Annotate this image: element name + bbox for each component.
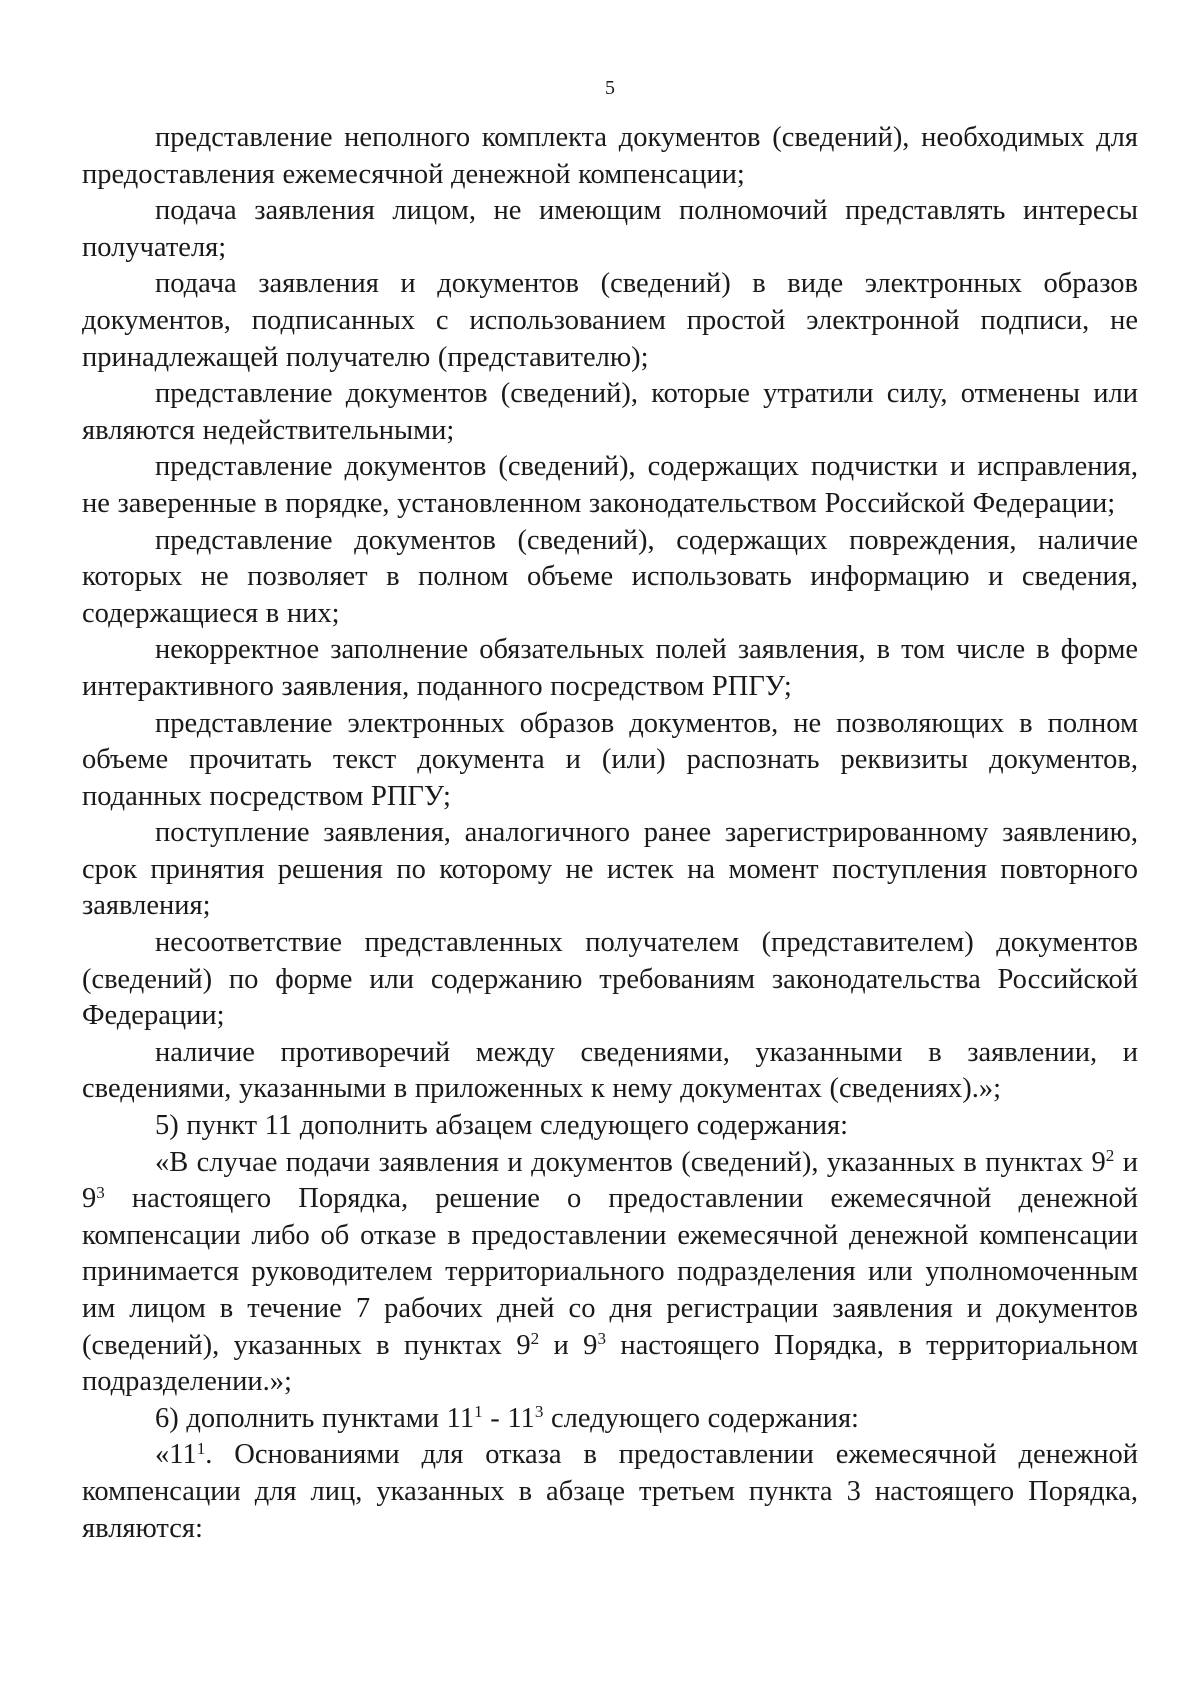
- text-segment: . Основаниями для отказа в предоставлении ежемесячной денежной компенсации для лиц, указанных в абзаце третьем пункта 3 настоящего Порядка, являются:: [82, 1439, 1138, 1544]
- paragraph: представление электронных образов документов, не позволяющих в полном объеме прочитать текст документа и (или) распознать реквизиты документов, поданных посредством РПГУ;: [82, 707, 1138, 812]
- page-number: 5: [605, 77, 615, 99]
- superscript-index: 3: [96, 1182, 105, 1202]
- text-segment: настоящего Порядка, решение о предоставлении ежемесячной денежной компенсации либо об отказе в предоставлении ежемесячной денежной компенсации принимается руководителем территориального подразделения или уполномоченным им лицом в течение 7 рабочих дней со дня регистрации заявления и документов (сведений), указанных в пунктах 9: [82, 1183, 1138, 1361]
- text-segment: «В случае подачи заявления и документов (сведений), указанных в пунктах 9: [155, 1146, 1106, 1178]
- text-segment: и 9: [82, 1146, 1138, 1215]
- paragraph: 5) пункт 11 дополнить абзацем следующего содержания:: [155, 1110, 849, 1142]
- superscript-index: 1: [474, 1402, 483, 1422]
- paragraph: представление документов (сведений), содержащих подчистки и исправления, не заверенные в порядке, установленном законодательством Российской Федерации;: [82, 451, 1138, 519]
- paragraph: [82, 1401, 1138, 1438]
- text-segment: следующего содержания:: [543, 1402, 859, 1434]
- text-segment: настоящего Порядка, в территориальном подразделении.»;: [82, 1329, 1138, 1398]
- superscript-index: 3: [597, 1329, 606, 1349]
- text-segment: - 11: [482, 1402, 535, 1434]
- superscript-index: 2: [530, 1329, 540, 1349]
- paragraph: представление документов (сведений), содержащих повреждения, наличие которых не позволяет в полном объеме использовать информацию и сведения, содержащиеся в них;: [82, 524, 1138, 629]
- paragraph: некорректное заполнение обязательных полей заявления, в том числе в форме интерактивного заявления, поданного посредством РПГУ;: [82, 634, 1138, 702]
- paragraph: [82, 1437, 1138, 1547]
- text-segment: и 9: [539, 1329, 598, 1361]
- superscript-index: 3: [534, 1402, 544, 1422]
- paragraph: подача заявления лицом, не имеющим полномочий представлять интересы получателя;: [82, 195, 1138, 263]
- paragraph: представление документов (сведений), которые утратили силу, отменены или являются недействительными;: [82, 378, 1138, 446]
- text-segment: 6) дополнить пунктами 11: [155, 1402, 475, 1434]
- paragraph: наличие противоречий между сведениями, указанными в заявлении, и сведениями, указанными в приложенных к нему документах (сведениях).»;: [82, 1036, 1138, 1105]
- document-body: [82, 120, 1138, 1547]
- superscript-index: 1: [196, 1438, 206, 1458]
- paragraph: [82, 1145, 1138, 1401]
- paragraph: представление неполного комплекта документов (сведений), необходимых для предоставления ежемесячной денежной компенсации;: [82, 122, 1138, 190]
- paragraph: несоответствие представленных получателем (представителем) документов (сведений) по форме или содержанию требованиям законодательства Российской Федерации;: [82, 927, 1138, 1032]
- paragraph: подача заявления и документов (сведений) в виде электронных образов документов, подписанных с использованием простой электронной подписи, не принадлежащей получателю (представителю);: [82, 268, 1138, 373]
- paragraph: поступление заявления, аналогичного ранее зарегистрированному заявлению, срок принятия решения по которому не истек на момент поступления повторного заявления;: [82, 817, 1138, 922]
- text-segment: «11: [155, 1439, 197, 1471]
- superscript-index: 2: [1105, 1146, 1115, 1166]
